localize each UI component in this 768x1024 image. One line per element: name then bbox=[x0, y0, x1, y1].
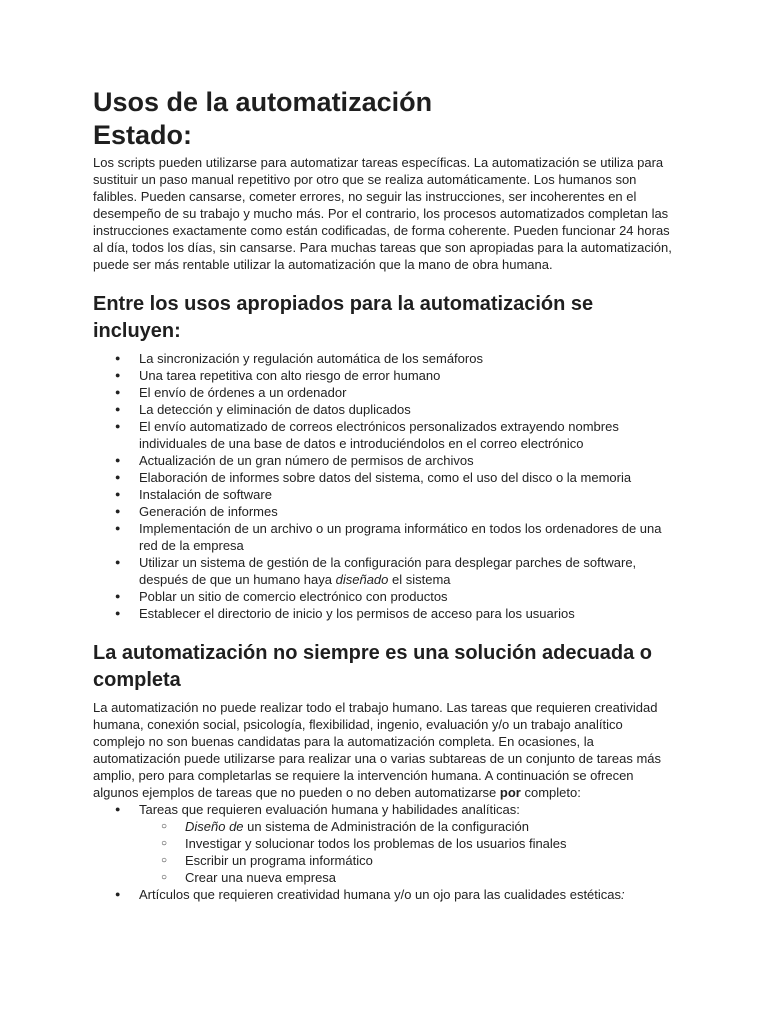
sub-list-item bbox=[93, 818, 677, 835]
bold-text: por bbox=[499, 785, 521, 800]
status-heading: Estado: bbox=[93, 120, 193, 150]
list-item-text: Utilizar un sistema de gestión de la configuración para desplegar parches de software, después de que un humano haya bbox=[139, 555, 637, 587]
sub-list bbox=[93, 818, 677, 886]
appropriate-uses-list bbox=[93, 350, 677, 622]
document-content bbox=[93, 86, 677, 903]
page-title: Usos de la automatización bbox=[93, 87, 433, 117]
paragraph-text: La automatización no puede realizar todo el trabajo humano. Las tareas que requieren creatividad humana, conexión social, psicología, flexibilidad, ingenio, evaluación y/o un trabajo analítico complejo no son buenas candidatas para la automatización completa. En ocasiones, la automatización puede utilizarse para realizar una o varias subtareas de un conjunto de tareas más amplio, pero para completarlas se requiere la intervención humana. A continuación se ofrecen algunos ejemplos de tareas que no pueden o no deben automatizarse bbox=[93, 700, 662, 800]
list-item bbox=[93, 554, 677, 588]
list-item-text: el sistema bbox=[388, 572, 451, 587]
list-item: ● La detección y eliminación de datos duplicados bbox=[93, 401, 677, 418]
list-item: ● El envío automatizado de correos electrónicos personalizados extrayendo nombres individuales de una base de datos e introduciéndolos en el correo electrónico bbox=[93, 418, 677, 452]
list-item: ● Implementación de un archivo o un programa informático en todos los ordenadores de una red de la empresa bbox=[93, 520, 677, 554]
limitations-list bbox=[93, 801, 677, 818]
list-item: ● Actualización de un gran número de permisos de archivos bbox=[93, 452, 677, 469]
sub-list-item-text: un sistema de Administración de la configuración bbox=[243, 819, 529, 834]
sub-list-item: ○ Investigar y solucionar todos los problemas de los usuarios finales bbox=[93, 835, 677, 852]
list-item: ● El envío de órdenes a un ordenador bbox=[93, 384, 677, 401]
section-heading-limitations: La automatización no siempre es una solución adecuada o completa bbox=[93, 642, 653, 691]
paragraph-text: completo: bbox=[520, 785, 581, 800]
list-item: ● Elaboración de informes sobre datos del sistema, como el uso del disco o la memoria bbox=[93, 469, 677, 486]
limitations-paragraph bbox=[93, 699, 677, 801]
emphasis-text: diseñado bbox=[335, 572, 389, 587]
list-item: ● Establecer el directorio de inicio y los permisos de acceso para los usuarios bbox=[93, 605, 677, 622]
intro-paragraph: Los scripts pueden utilizarse para automatizar tareas específicas. La automatización se utiliza para sustituir un paso manual repetitivo por otro que se realiza automáticamente. Los humanos son falibles. Pueden cansarse, cometer errores, no seguir las instrucciones, ser incoherentes en el desempeño de su trabajo y mucho más. Por el contrario, los procesos automatizados completan las instrucciones exactamente como están codificadas, de forma coherente. Pueden funcionar 24 horas al día, todos los días, sin cansarse. Para muchas tareas que son apropiadas para la automatización, puede ser más rentable utilizar la automatización que la mano de obra humana. bbox=[93, 155, 672, 272]
list-item: ● Una tarea repetitiva con alto riesgo de error humano bbox=[93, 367, 677, 384]
list-item bbox=[93, 886, 677, 903]
list-item: ● Generación de informes bbox=[93, 503, 677, 520]
section-heading-appropriate-uses: Entre los usos apropiados para la automatización se incluyen: bbox=[93, 293, 594, 342]
emphasis-text: : bbox=[621, 887, 625, 902]
list-item: ● Tareas que requieren evaluación humana y habilidades analíticas: bbox=[93, 801, 677, 818]
list-item: ● La sincronización y regulación automática de los semáforos bbox=[93, 350, 677, 367]
list-item: ● Poblar un sitio de comercio electrónico con productos bbox=[93, 588, 677, 605]
emphasis-text: Diseño de bbox=[185, 819, 244, 834]
limitations-list-continued bbox=[93, 886, 677, 903]
list-item-text: Artículos que requieren creatividad humana y/o un ojo para las cualidades estéticas bbox=[139, 887, 622, 902]
list-item: ● Instalación de software bbox=[93, 486, 677, 503]
sub-list-item: ○ Escribir un programa informático bbox=[93, 852, 677, 869]
sub-list-item: ○ Crear una nueva empresa bbox=[93, 869, 677, 886]
